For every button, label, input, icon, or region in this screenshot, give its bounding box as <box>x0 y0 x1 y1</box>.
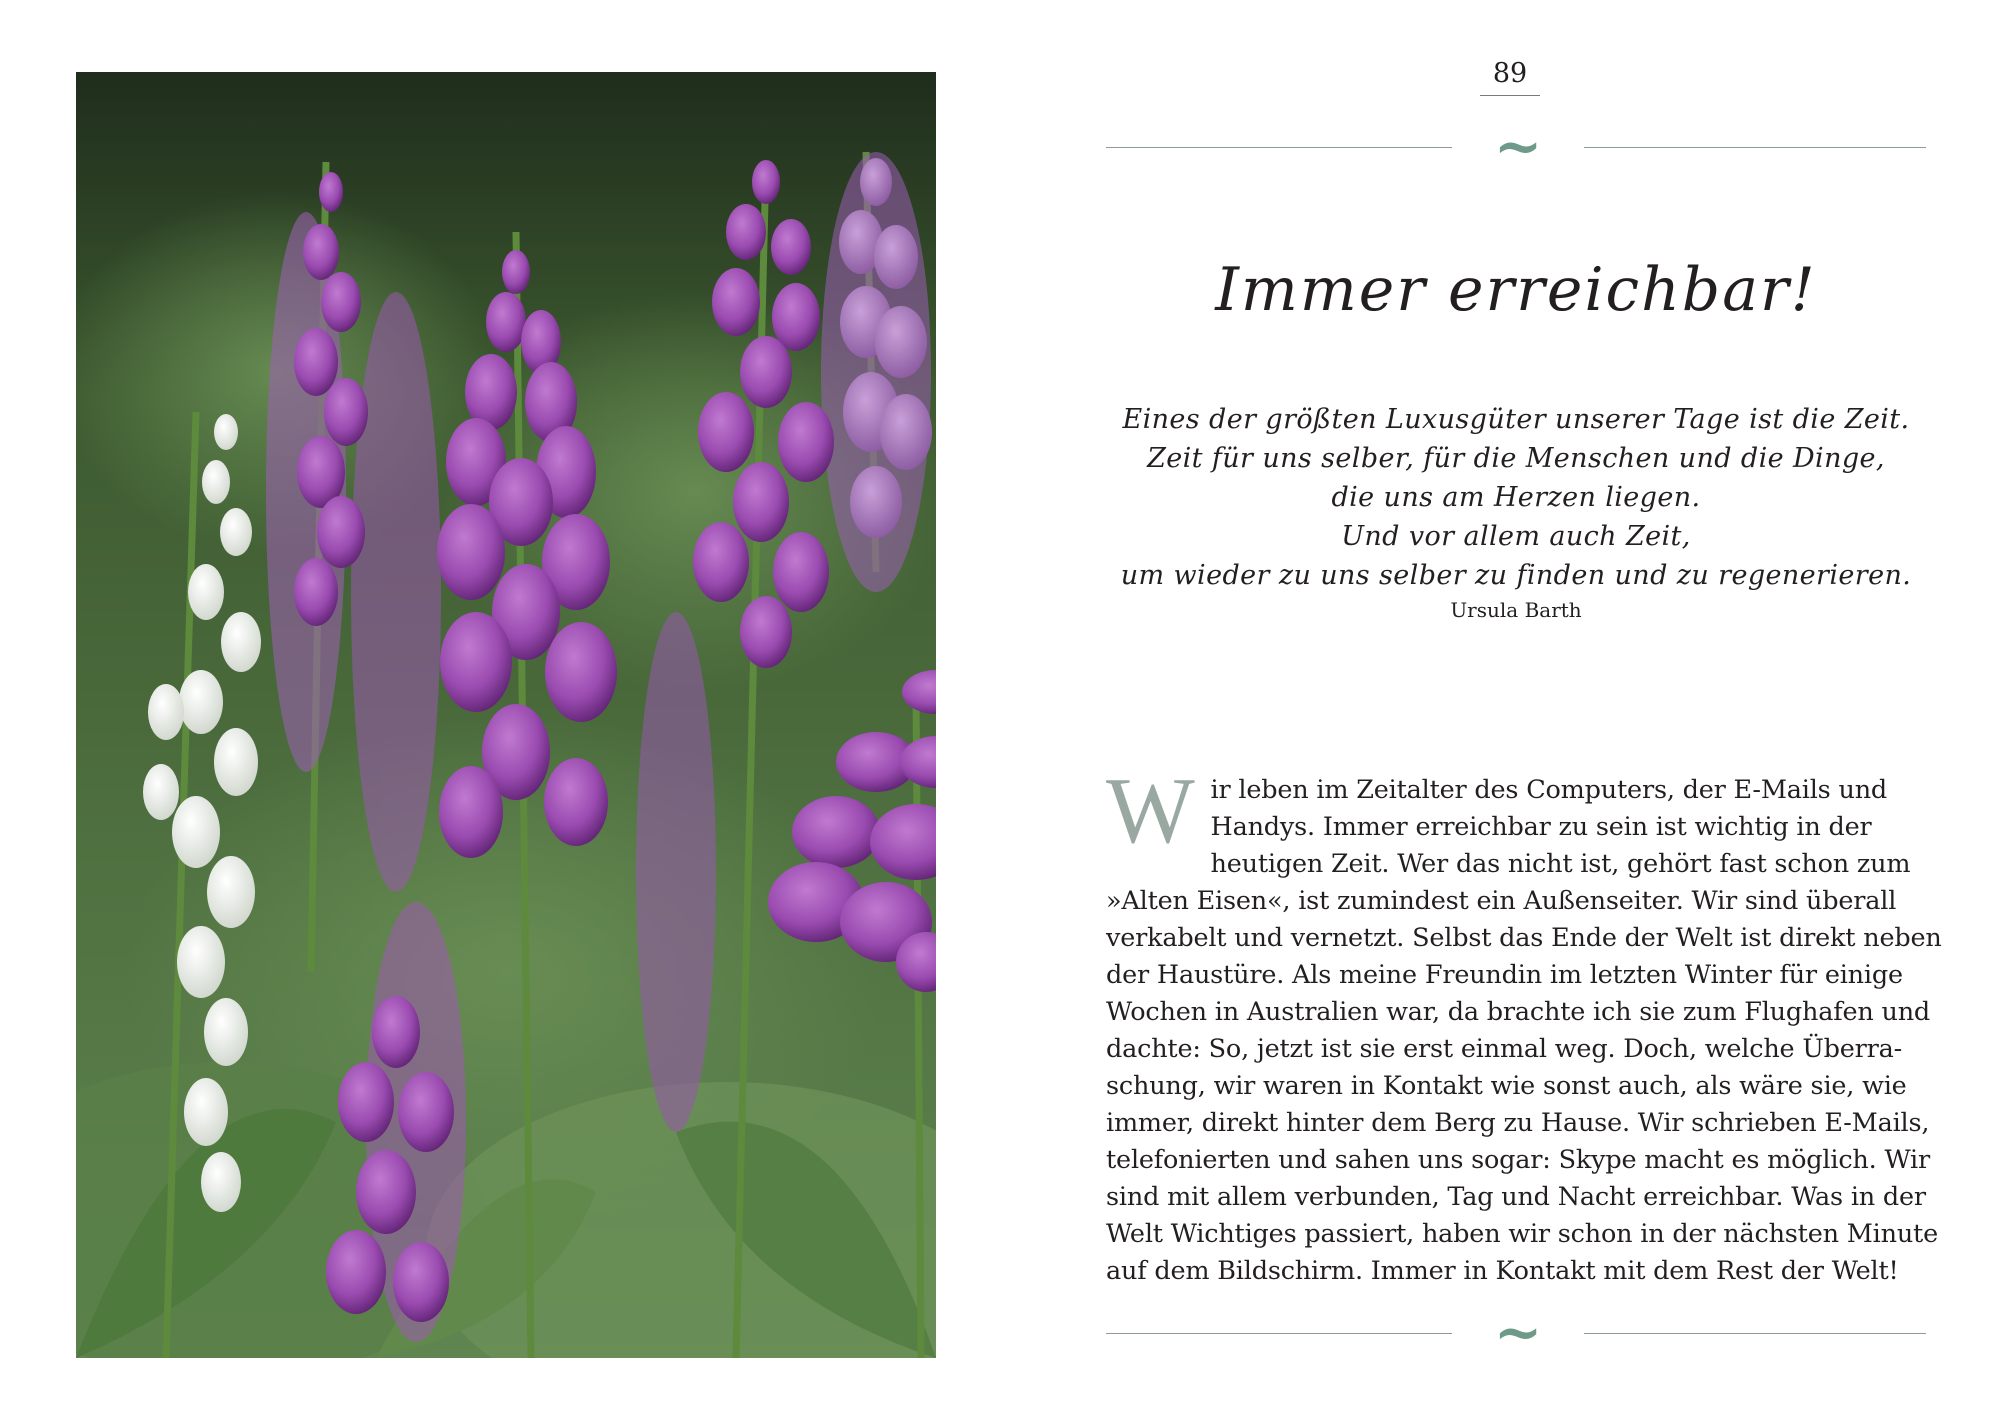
bottom-rule-right <box>1584 1333 1926 1334</box>
body-line: der Haustüre. Als meine Freundin im letzten Winter für einige <box>1106 960 1903 990</box>
top-rule-left <box>1106 147 1452 148</box>
body-line: schung, wir waren in Kontakt wie sonst auch, als wäre sie, wie <box>1106 1071 1907 1101</box>
body-line: »Alten Eisen«, ist zumindest ein Außenseiter. Wir sind überall <box>1106 886 1897 916</box>
page-number: 89 <box>1480 58 1540 96</box>
foxglove-photo <box>76 72 936 1358</box>
epigraph-line: Eines der größten Luxusgüter unserer Tage ist die Zeit. <box>1122 404 1910 435</box>
body-line: verkabelt und vernetzt. Selbst das Ende der Welt ist direkt neben <box>1106 923 1942 953</box>
top-rule-right <box>1584 147 1926 148</box>
epigraph-line: die uns am Herzen liegen. <box>1331 482 1701 513</box>
body-line: telefonierten und sahen uns sogar: Skype macht es möglich. Wir <box>1106 1145 1930 1175</box>
epigraph-line: Zeit für uns selber, für die Menschen und die Dinge, <box>1147 443 1885 474</box>
epigraph-line: um wieder zu uns selber zu finden und zu regenerieren. <box>1120 560 1912 591</box>
body-line: Welt Wichtiges passiert, haben wir schon in der nächsten Minute <box>1106 1219 1939 1249</box>
foxglove-illustration <box>76 72 936 1358</box>
body-line: sind mit allem verbunden, Tag und Nacht erreichbar. Was in der <box>1106 1182 1926 1212</box>
top-ornament: ~ <box>1493 112 1543 180</box>
body-line: ir leben im Zeitalter des Computers, der E-Mails und <box>1210 775 1888 805</box>
body-line: auf dem Bildschirm. Immer in Kontakt mit dem Rest der Welt! <box>1106 1256 1899 1286</box>
drop-cap: W <box>1106 759 1195 863</box>
body-line: Handys. Immer erreichbar zu sein ist wichtig in der <box>1210 812 1872 842</box>
body-line: Wochen in Australien war, da brachte ich sie zum Flughafen und <box>1106 997 1931 1027</box>
bottom-ornament: ~ <box>1493 1298 1543 1366</box>
bottom-rule-left <box>1106 1333 1452 1334</box>
body-line: dachte: So, jetzt ist sie erst einmal weg. Doch, welche Überra- <box>1106 1034 1903 1064</box>
body-line: immer, direkt hinter dem Berg zu Hause. Wir schrieben E-Mails, <box>1106 1108 1930 1138</box>
epigraph-line: Und vor allem auch Zeit, <box>1341 521 1691 552</box>
body-paragraph <box>1106 759 1942 1290</box>
page-title: Immer erreichbar! <box>1215 255 1817 325</box>
body-line: heutigen Zeit. Wer das nicht ist, gehört fast schon zum <box>1210 849 1911 879</box>
epigraph <box>1106 400 1926 595</box>
epigraph-author: Ursula Barth <box>1450 598 1582 622</box>
